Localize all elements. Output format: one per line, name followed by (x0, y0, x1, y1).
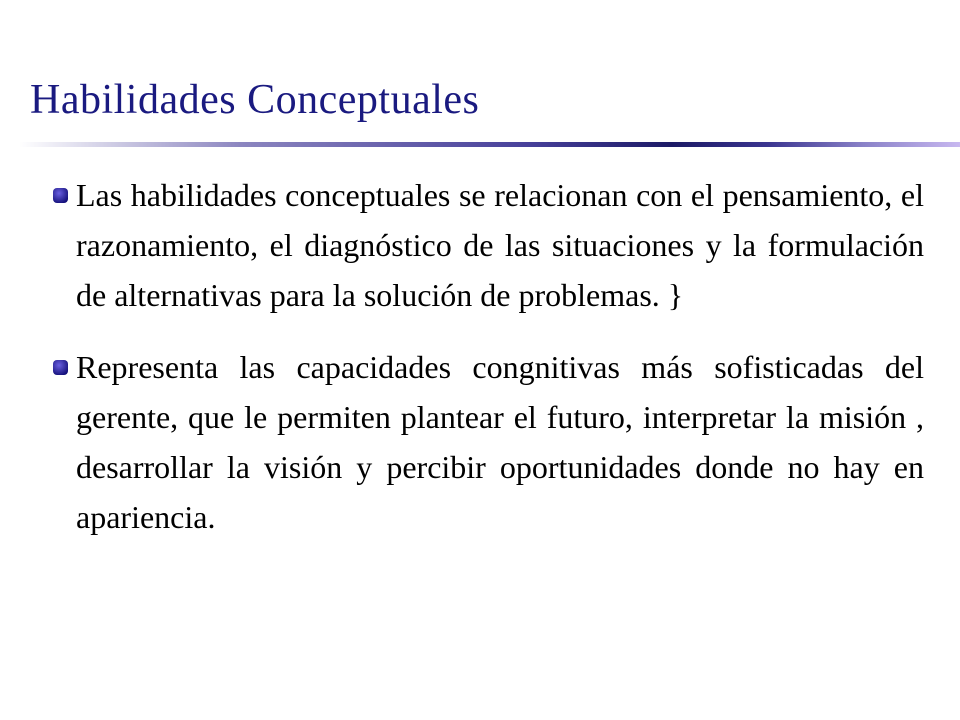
bullet-text: Representa las capacidades congnitivas más sofisticadas del gerente, que le permiten plantear el futuro, interpretar la misión , desarrollar la visión y percibir oportunidades donde no hay en apariencia. (76, 349, 924, 535)
title-divider (0, 142, 960, 147)
bullet-item (46, 342, 924, 542)
diamond-bullet-icon (52, 187, 69, 204)
slide-title: Habilidades Conceptuales (30, 77, 480, 123)
bullet-item (46, 170, 924, 320)
bullet-text: Las habilidades conceptuales se relacionan con el pensamiento, el razonamiento, el diagnóstico de las situaciones y la formulación de alternativas para la solución de problemas. } (76, 177, 924, 313)
diamond-bullet-icon (52, 359, 69, 376)
bullet-list (46, 170, 924, 564)
